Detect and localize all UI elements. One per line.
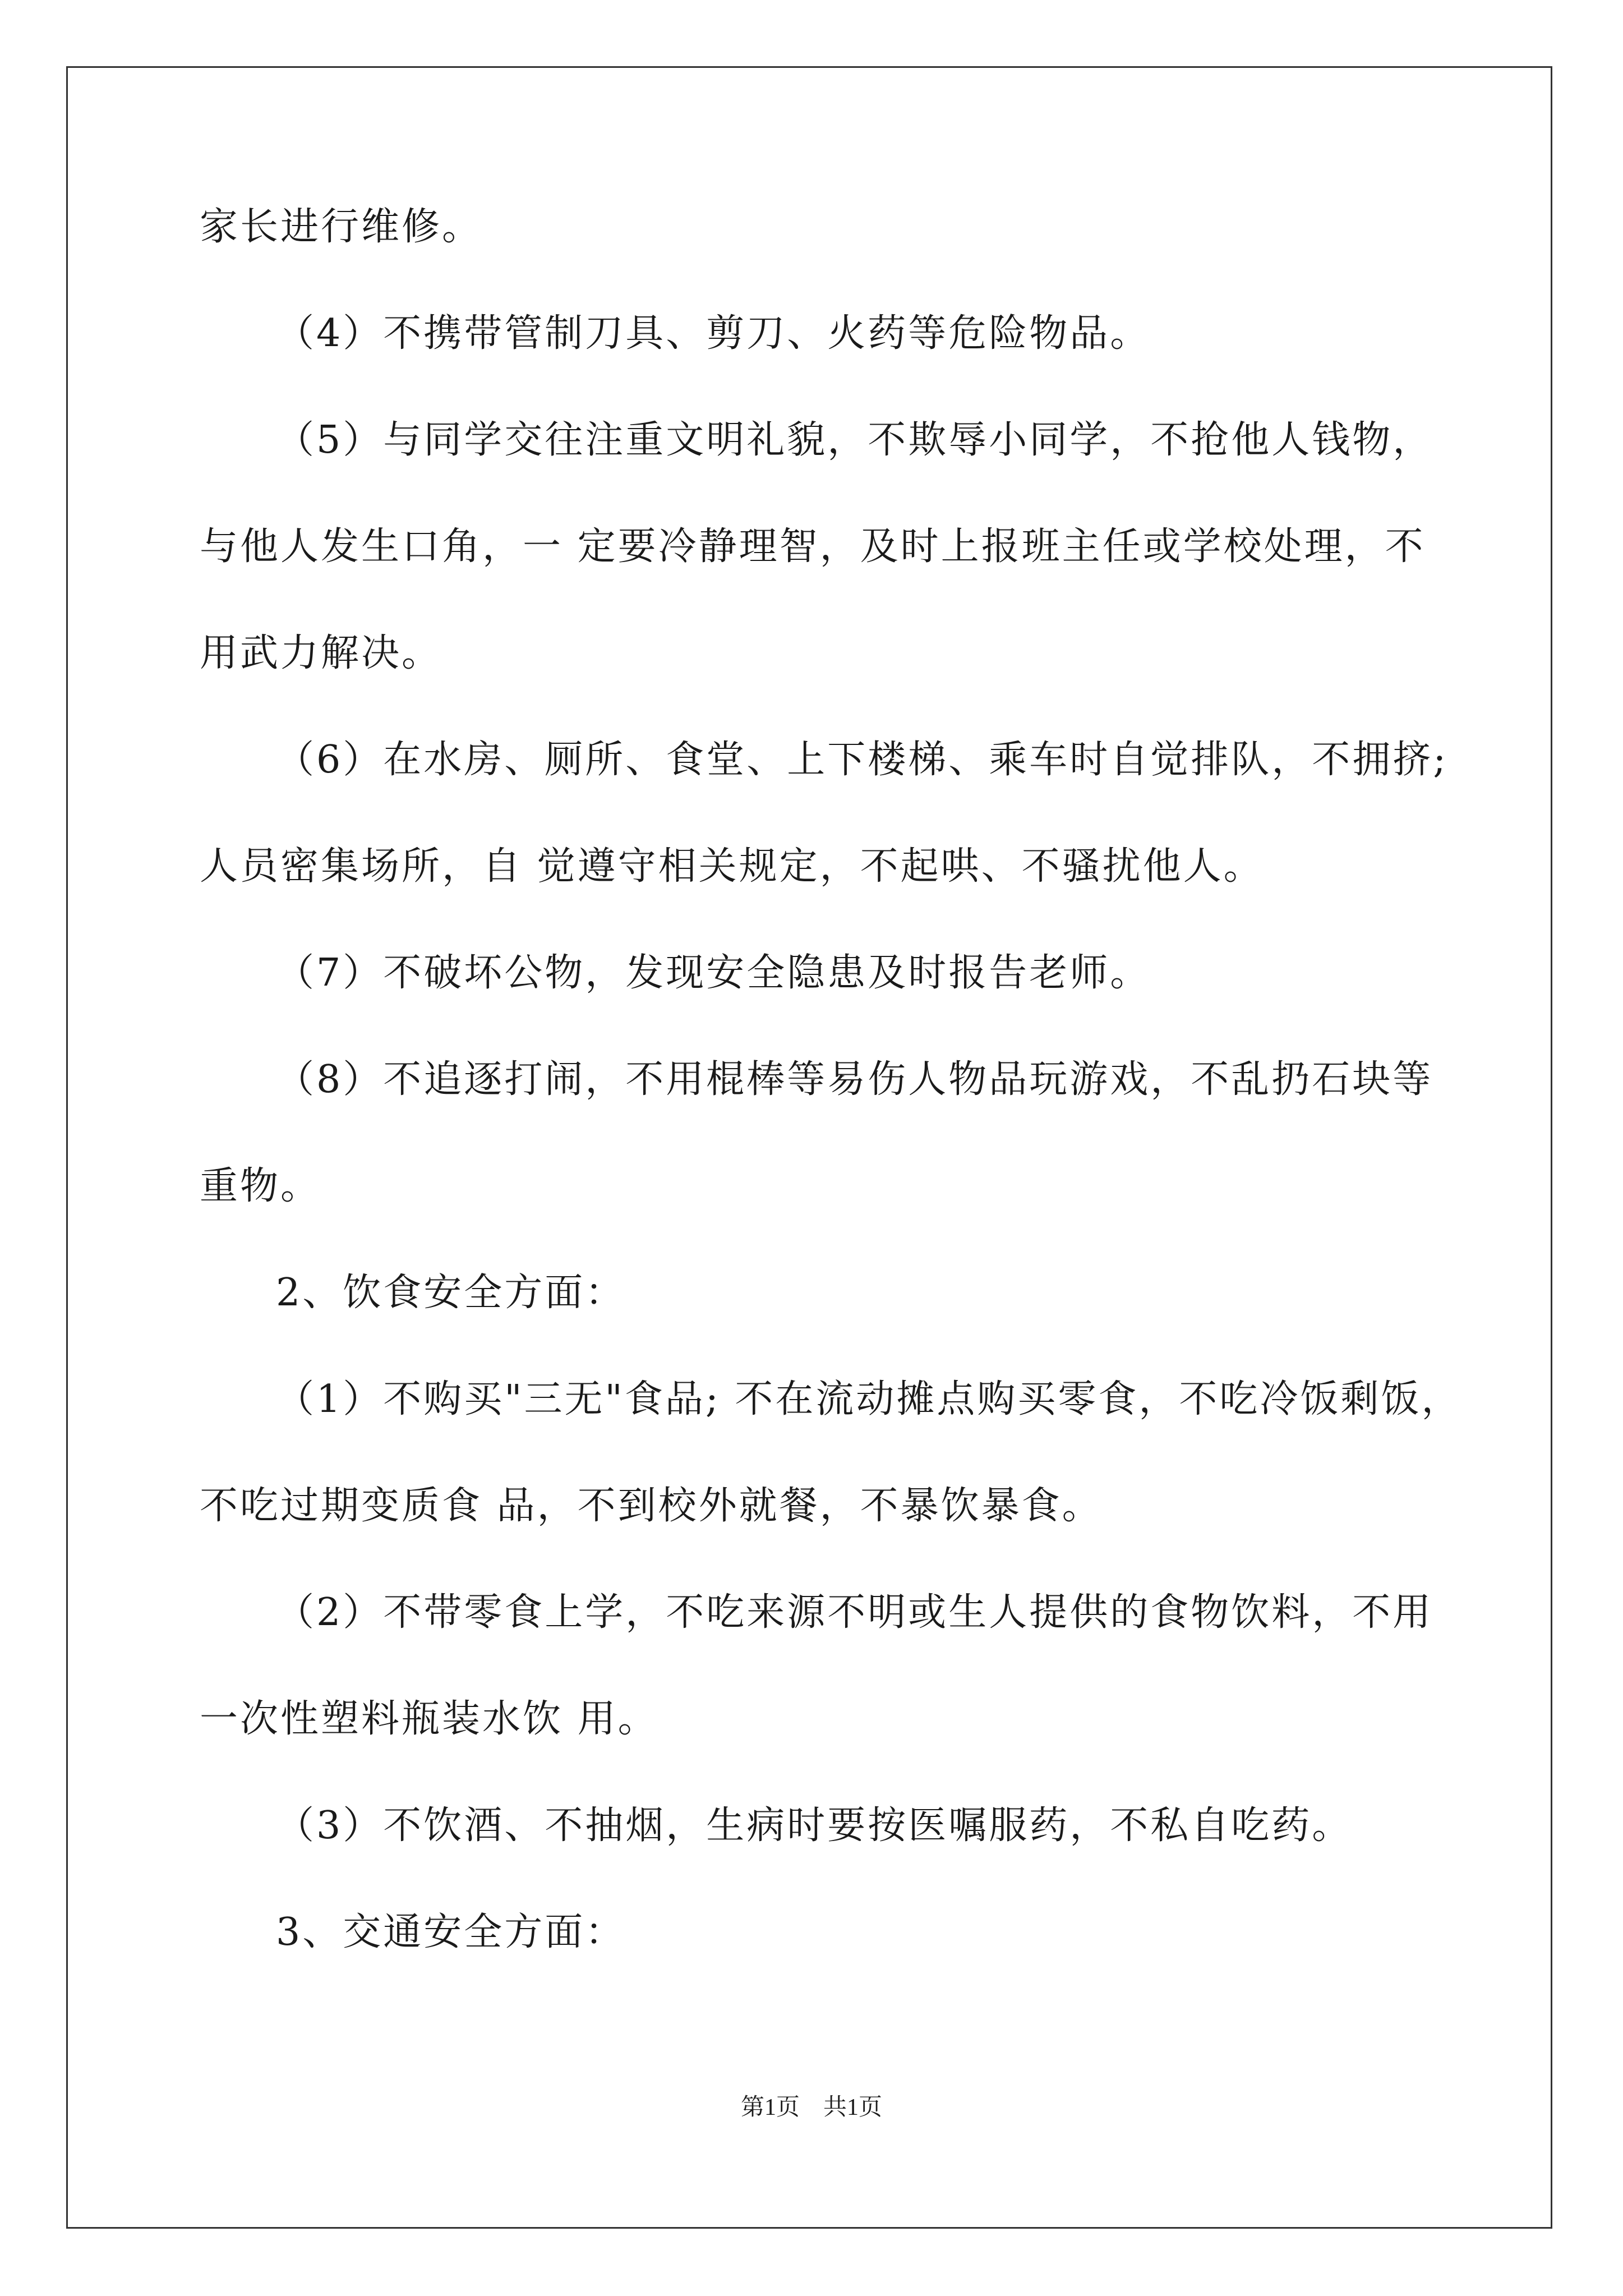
text-line: （8）不追逐打闹，不用棍棒等易伤人物品玩游戏，不乱扔石块等 <box>276 1057 1433 1102</box>
text-line: 与他人发生口角，一 定要冷静理智，及时上报班主任或学校处理，不 <box>200 524 1426 569</box>
text-line: （6）在水房、厕所、食堂、上下楼梯、乘车时自觉排队，不拥挤; <box>276 738 1449 782</box>
text-line: 一次性塑料瓶装水饮 用。 <box>200 1697 658 1741</box>
text-line: （4）不携带管制刀具、剪刀、火药等危险物品。 <box>276 311 1151 356</box>
section-heading: 3、交通安全方面： <box>276 1910 626 1954</box>
text-line: 不吃过期变质食 品，不到校外就餐，不暴饮暴食。 <box>200 1484 1103 1528</box>
text-line: 家长进行维修。 <box>200 205 483 249</box>
text-line: （7）不破坏公物，发现安全隐患及时报告老师。 <box>276 951 1151 995</box>
text-line: （5）与同学交往注重文明礼貌，不欺辱小同学，不抢他人钱物， <box>276 418 1433 462</box>
text-line: （1）不购买"三无"食品; 不在流动摊点购买零食，不吃冷饭剩饭， <box>276 1377 1462 1421</box>
text-line: 重物。 <box>200 1164 321 1208</box>
text-line: （3）不饮酒、不抽烟，生病时要按医嘱服药，不私自吃药。 <box>276 1803 1353 1848</box>
text-line: （2）不带零食上学，不吃来源不明或生人提供的食物饮料，不用 <box>276 1590 1433 1635</box>
text-line: 人员密集场所，自 觉遵守相关规定，不起哄、不骚扰他人。 <box>200 844 1264 889</box>
page-number: 第1页 共1页 <box>740 2095 882 2120</box>
text-line: 用武力解决。 <box>200 631 442 675</box>
section-heading: 2、饮食安全方面： <box>276 1271 626 1315</box>
